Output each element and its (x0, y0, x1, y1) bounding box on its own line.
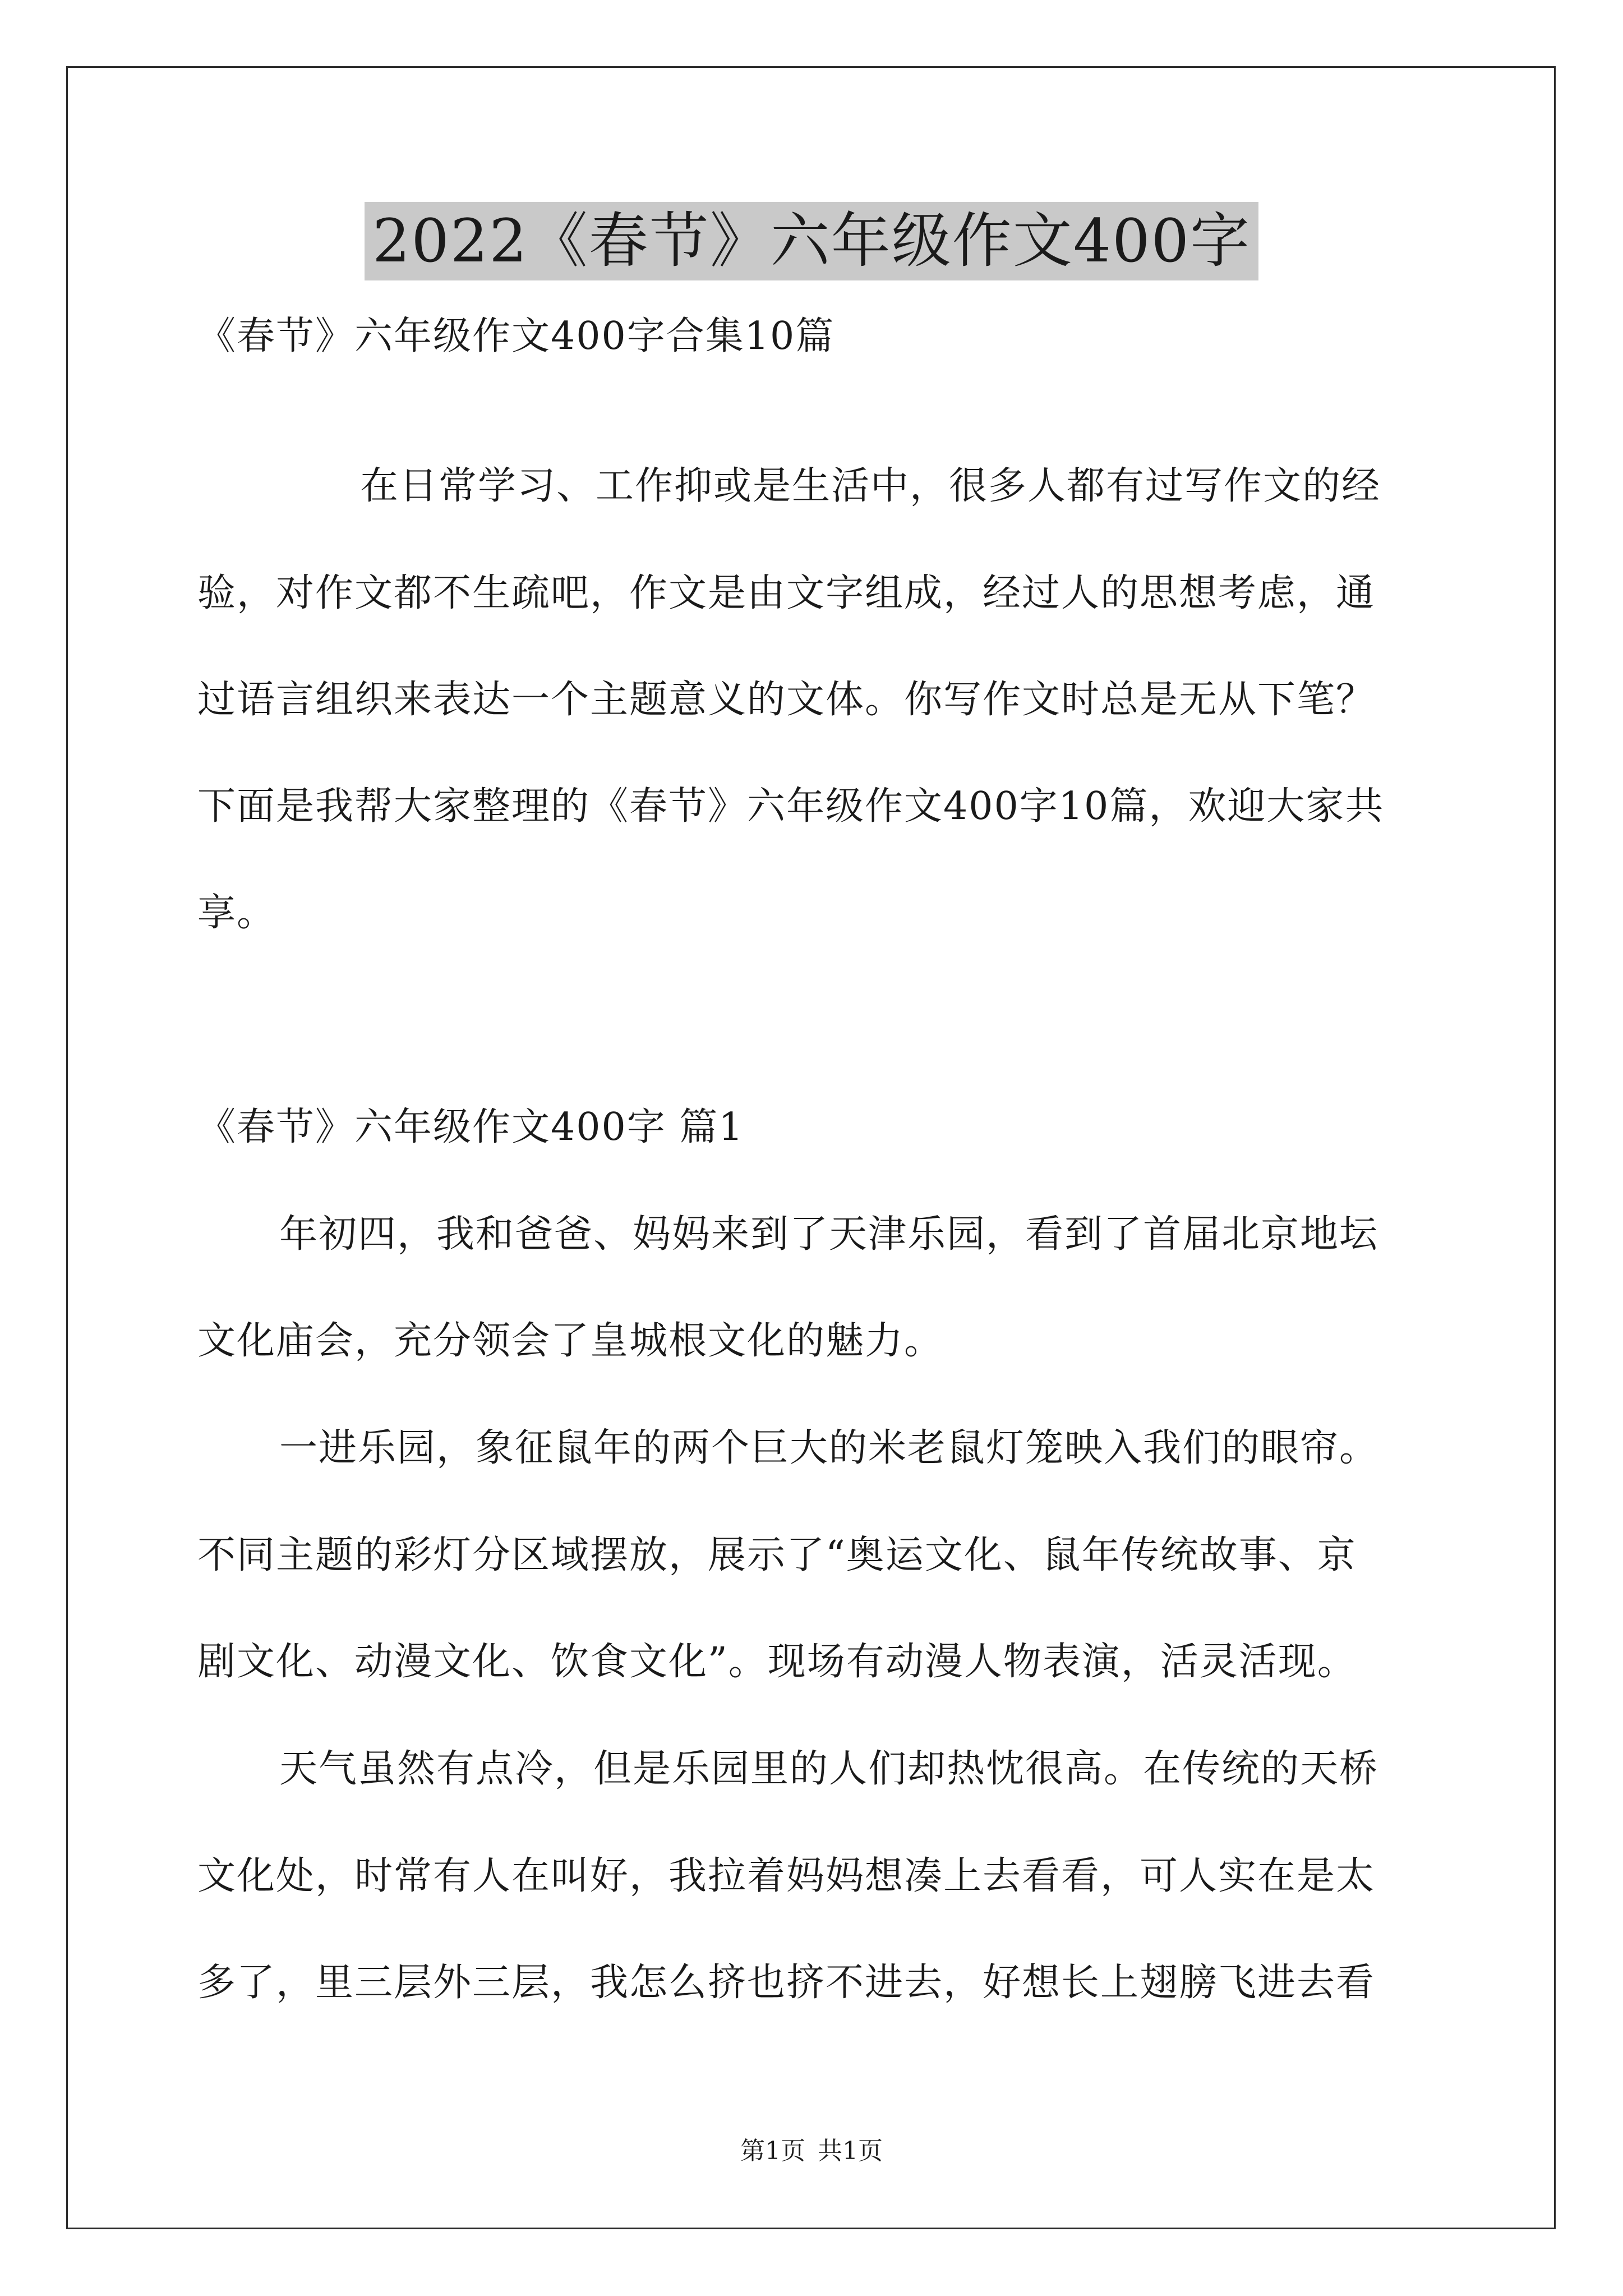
intro-line-4: 下面是我帮大家整理的《春节》六年级作文400字10篇，欢迎大家共 (197, 784, 1385, 829)
body-line-2: 文化庙会，充分领会了皇城根文化的魅力。 (197, 1319, 944, 1363)
intro-line-1: 在日常学习、工作抑或是生活中，很多人都有过写作文的经 (360, 464, 1381, 508)
body-line-4: 不同主题的彩灯分区域摆放，展示了“奥运文化、鼠年传统故事、京 (197, 1533, 1357, 1577)
intro-line-5: 享。 (197, 891, 276, 935)
intro-line-2: 验，对作文都不生疏吧，作文是由文字组成，经过人的思想考虑，通 (197, 571, 1376, 615)
page-footer (0, 2134, 1623, 2168)
body-line-1: 年初四，我和爸爸、妈妈来到了天津乐园，看到了首届北京地坛 (279, 1212, 1379, 1257)
page-total: 共1页 (818, 2137, 883, 2165)
subtitle: 《春节》六年级作文400字合集10篇 (197, 314, 835, 358)
body-line-6: 天气虽然有点冷，但是乐园里的人们却热忱很高。在传统的天桥 (279, 1747, 1379, 1791)
body-line-7: 文化处，时常有人在叫好，我拉着妈妈想凑上去看看，可人实在是太 (197, 1854, 1376, 1898)
document-title: 2022《春节》六年级作文400字 (365, 202, 1258, 280)
body-line-8: 多了，里三层外三层，我怎么挤也挤不进去，好想长上翅膀飞进去看 (197, 1961, 1376, 2005)
body-line-3: 一进乐园，象征鼠年的两个巨大的米老鼠灯笼映入我们的眼帘。 (279, 1426, 1379, 1470)
body-line-5: 剧文化、动漫文化、饮食文化”。现场有动漫人物表演，活灵活现。 (197, 1640, 1357, 1684)
page-number: 第1页 (740, 2137, 805, 2165)
section-heading: 《春节》六年级作文400字 篇1 (197, 1105, 744, 1149)
intro-line-3: 过语言组织来表达一个主题意义的文体。你写作文时总是无从下笔？ (197, 678, 1376, 722)
title-container (0, 202, 1623, 280)
